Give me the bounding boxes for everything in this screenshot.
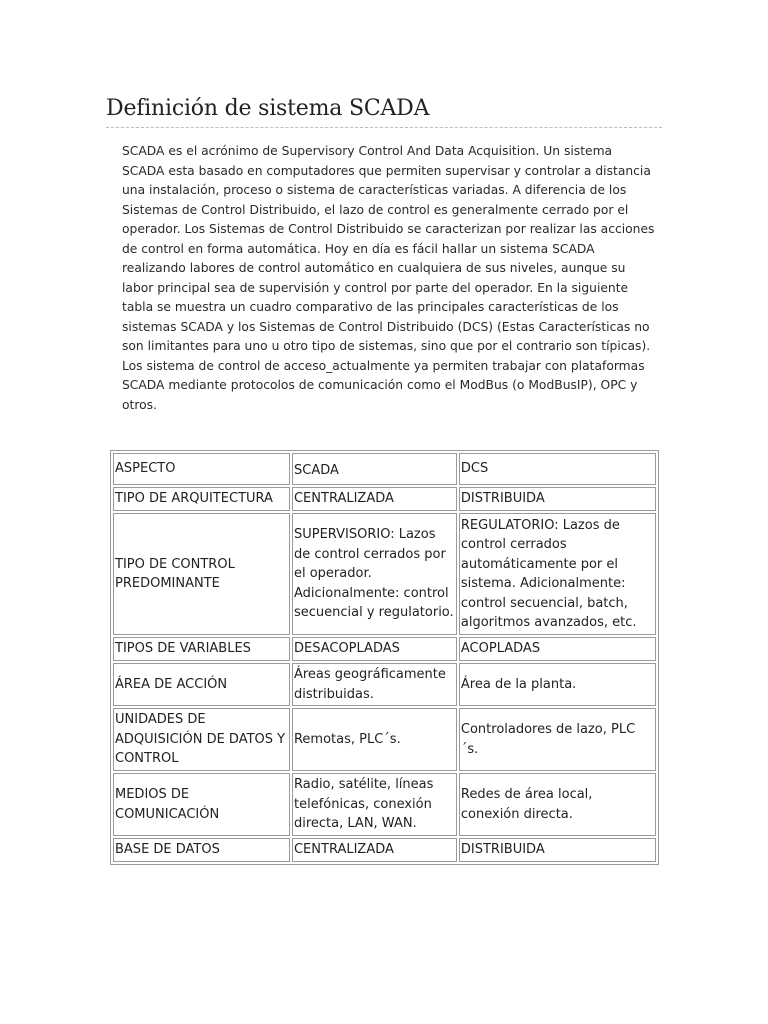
page-title: Definición de sistema SCADA	[106, 96, 662, 128]
table-cell: Área de la planta.	[459, 663, 656, 706]
paragraph-access-control: Los sistema de control de acceso_actualmente ya permiten trabajar con plataformas SCADA mediante protocolos de comunicación como el ModBus (o ModBusIP), OPC y otros.	[122, 358, 645, 412]
table-row	[113, 513, 656, 635]
table-cell: SUPERVISORIO: Lazos de control cerrados por el operador. Adicionalmente: control secuencial y regulatorio.	[292, 513, 457, 635]
table-cell: DISTRIBUIDA	[459, 838, 656, 862]
table-cell: ÁREA DE ACCIÓN	[113, 663, 290, 706]
table-cell: Radio, satélite, líneas telefónicas, conexión directa, LAN, WAN.	[292, 773, 457, 836]
table-cell: DISTRIBUIDA	[459, 487, 656, 511]
table-row	[113, 663, 656, 706]
intro-text	[122, 142, 656, 415]
table-cell: TIPO DE CONTROL PREDOMINANTE	[113, 513, 290, 635]
table-row	[113, 773, 656, 836]
table-cell: Controladores de lazo, PLC ´s.	[459, 708, 656, 771]
table-cell: CENTRALIZADA	[292, 487, 457, 511]
table-cell: CENTRALIZADA	[292, 838, 457, 862]
table-row	[113, 637, 656, 661]
comparison-table	[110, 450, 659, 865]
paragraph-definition: SCADA es el acrónimo de Supervisory Control And Data Acquisition. Un sistema SCADA esta basado en computadores que permiten supervisar y controlar a distancia una instalación, proceso o sistema de características variadas. A diferencia de los Sistemas de Control Distribuido, el lazo de control es generalmente cerrado por el operador. Los Sistemas de Control Distribuido se caracterizan por realizar las acciones de control en forma automática. Hoy en día es fácil hallar un sistema SCADA realizando labores de control automático en cualquiera de sus niveles, aunque su labor principal sea de supervisión y control por parte del operador. En la siguiente tabla se muestra un cuadro comparativo de las principales características de los sistemas SCADA y los Sistemas de Control Distribuido (DCS) (Estas Características no son limitantes para uno u otro tipo de sistemas, sino que por el contrario son típicas).	[122, 144, 655, 353]
table-cell: Áreas geográficamente distribuidas.	[292, 663, 457, 706]
table-cell: BASE DE DATOS	[113, 838, 290, 862]
table-cell: Remotas, PLC´s.	[292, 708, 457, 771]
table-row	[113, 453, 656, 485]
table-cell: REGULATORIO: Lazos de control cerrados automáticamente por el sistema. Adicionalmente: control secuencial, batch, algoritmos avanzados, etc.	[459, 513, 656, 635]
table-row	[113, 838, 656, 862]
table-row	[113, 708, 656, 771]
table-row	[113, 487, 656, 511]
table-cell-dcs-header: DCS	[459, 453, 656, 485]
table-cell-aspect-header: ASPECTO	[113, 453, 290, 485]
table-cell: UNIDADES DE ADQUISICIÓN DE DATOS Y CONTROL	[113, 708, 290, 771]
table-cell: Redes de área local, conexión directa.	[459, 773, 656, 836]
table-cell: MEDIOS DE COMUNICACIÓN	[113, 773, 290, 836]
table-cell: ACOPLADAS	[459, 637, 656, 661]
table-cell-scada-header: SCADA	[292, 453, 457, 485]
table-cell: DESACOPLADAS	[292, 637, 457, 661]
table-cell: TIPOS DE VARIABLES	[113, 637, 290, 661]
table-cell: TIPO DE ARQUITECTURA	[113, 487, 290, 511]
